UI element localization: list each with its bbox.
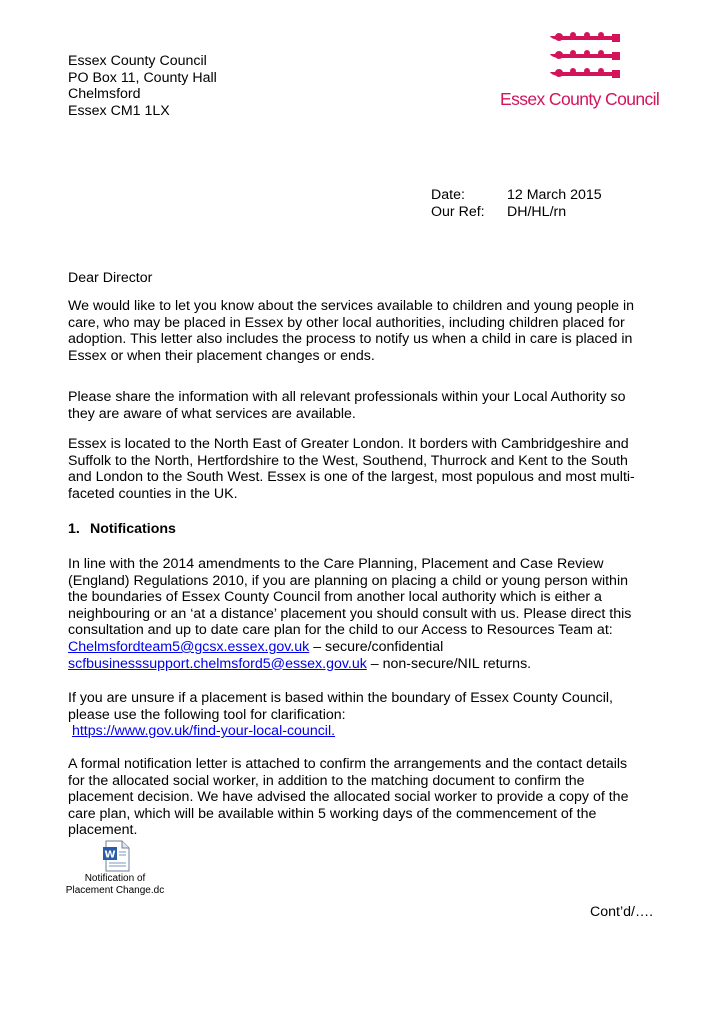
text-line: care, who may be placed in Essex by other local authorities, including children placed for (68, 314, 625, 331)
email-note: – secure/confidential (309, 638, 444, 655)
text-line: placement decision. We have advised the allocated social worker to provide a copy of the (68, 789, 629, 806)
address-line: Essex CM1 1LX (68, 102, 170, 119)
text-line: faceted counties in the UK. (68, 485, 238, 502)
text-line: Suffolk to the North, Hertfordshire to the West, Southend, Thurrock and Kent to the South (68, 452, 628, 469)
text-line: care plan, which will be available within 5 working days of the commencement of the (68, 805, 597, 822)
date-label: Date: (431, 187, 465, 203)
letter-meta (431, 187, 602, 220)
text-line: they are aware of what services are available. (68, 405, 356, 422)
text-line: consultation and up to date care plan for the child to our Access to Resources Team at: (68, 622, 613, 639)
paragraph-intro (68, 298, 668, 364)
caption-line: Notification of (84, 873, 146, 884)
paragraph-share (68, 389, 668, 422)
text-line: the boundaries of Essex County Council from another local authority which is either a (68, 589, 602, 606)
text-line: please use the following tool for clarification: (68, 706, 346, 723)
text-line: A formal notification letter is attached to confirm the arrangements and the contact details (68, 756, 628, 772)
date-value: 12 March 2015 (507, 187, 602, 203)
email-line-nonsecure (68, 656, 668, 673)
salutation: Dear Director (68, 270, 153, 286)
ref-value: DH/HL/rn (507, 203, 567, 220)
link-line (68, 723, 668, 740)
ref-label: Our Ref: (431, 203, 485, 220)
find-local-council-link[interactable]: https://www.gov.uk/find-your-local-council. (71, 723, 336, 740)
text-line: adoption. This letter also includes the process to notify us when a child in care is placed in (68, 331, 633, 348)
text-line: Please share the information with all relevant professionals within your Local Authority so (68, 389, 626, 405)
text-line: In line with the 2014 amendments to the Care Planning, Placement and Case Review (68, 556, 604, 572)
word-document-icon[interactable] (102, 840, 132, 872)
paragraph-boundary (68, 690, 668, 740)
text-line: Essex or when their placement changes or ends. (68, 347, 375, 364)
address-line: Essex County Council (68, 53, 207, 69)
text-line: We would like to let you know about the services available to children and young people in (68, 298, 635, 314)
paragraph-consultation (68, 556, 668, 672)
email-link-nonsecure[interactable]: scfbusinesssupport.chelmsford5@essex.gov.uk (68, 655, 367, 672)
email-link-secure[interactable]: Chelmsfordteam5@gcsx.essex.gov.uk (68, 638, 310, 655)
section-title: Notifications (90, 521, 176, 537)
essex-county-council-logo (500, 30, 665, 112)
text-line: placement. (68, 822, 138, 839)
address-line: PO Box 11, County Hall (68, 69, 217, 86)
text-line: neighbouring or an ‘at a distance’ placement you should consult with us. Please direct this (68, 605, 632, 622)
attachment-caption[interactable] (60, 873, 170, 897)
continued-marker: Cont’d/…. (590, 904, 654, 920)
email-note: – non-secure/NIL returns. (366, 655, 532, 672)
svg-text:W: W (104, 849, 116, 861)
sender-address (68, 53, 217, 119)
text-line: Essex is located to the North East of Greater London. It borders with Cambridgeshire and (68, 436, 629, 452)
paragraph-location (68, 436, 668, 502)
text-line: If you are unsure if a placement is based within the boundary of Essex County Council, (68, 690, 613, 706)
section-heading-notifications (68, 521, 176, 538)
section-number: 1. (68, 521, 80, 537)
email-line-secure (68, 639, 668, 656)
text-line: for the allocated social worker, in addition to the matching document to confirm the (68, 772, 585, 789)
caption-line: Placement Change.dc (65, 885, 165, 896)
logo-wordmark: Essex County Council (500, 89, 660, 109)
address-line: Chelmsford (68, 86, 141, 103)
text-line: (England) Regulations 2010, if you are planning on placing a child or young person within (68, 572, 628, 589)
seaxes-emblem-icon (542, 30, 622, 84)
text-line: and London to the South West. Essex is one of the largest, most populous and most multi- (68, 469, 635, 486)
paragraph-formal-notification (68, 756, 668, 839)
